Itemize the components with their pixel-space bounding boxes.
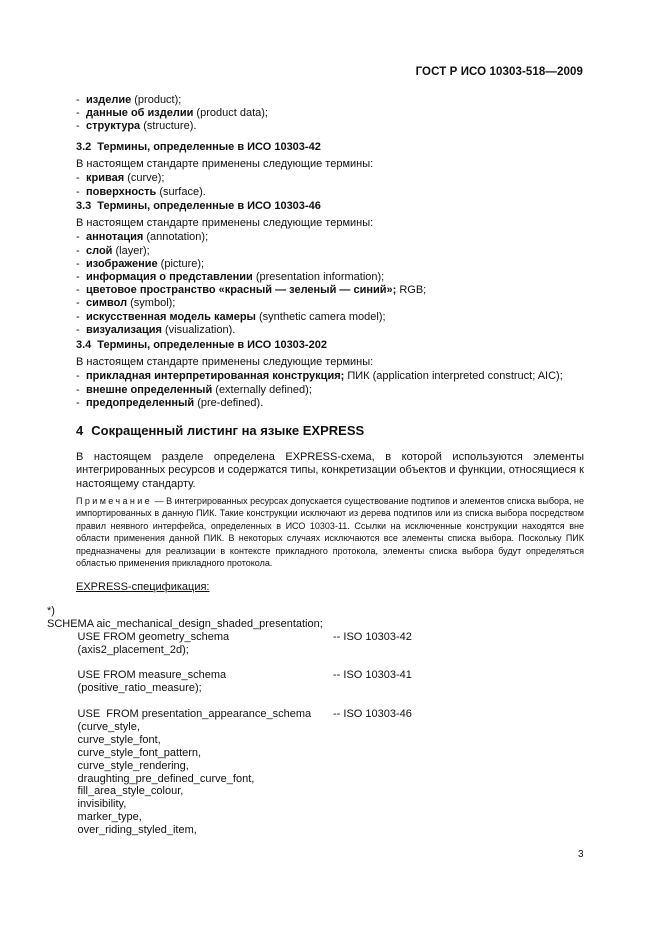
list-item: - изделие (product); bbox=[76, 94, 182, 106]
code-text: USE FROM geometry_schema bbox=[47, 630, 230, 643]
list-item: - символ (symbol); bbox=[76, 297, 176, 310]
section-3-2 bbox=[76, 138, 596, 199]
code-line bbox=[47, 657, 323, 670]
section-heading: 3.2 Термины, определенные в ИСО 10303-42 bbox=[76, 141, 321, 153]
section-4-paragraph: В настоящем разделе определена EXPRESS-схема, в которой используются элементы интегрированных ресурсов и содержатся типы, конкретизации объектов и функции, относящиеся к настоящему стандарту. bbox=[76, 451, 584, 490]
code-text: draughting_pre_defined_curve_font, bbox=[47, 772, 255, 785]
code-line bbox=[47, 605, 323, 618]
code-text: marker_type, bbox=[47, 811, 142, 824]
section-3-4 bbox=[76, 336, 596, 410]
express-code-listing bbox=[47, 605, 412, 837]
code-line bbox=[47, 747, 323, 760]
section-heading: 3.3 Термины, определенные в ИСО 10303-46 bbox=[76, 200, 321, 212]
code-line bbox=[47, 630, 412, 644]
list-top bbox=[76, 94, 596, 134]
code-text: curve_style_rendering, bbox=[47, 759, 189, 772]
list-item: - искусственная модель камеры (synthetic camera model); bbox=[76, 310, 386, 323]
code-line bbox=[47, 734, 323, 747]
express-spec-label: EXPRESS-спецификация: bbox=[76, 581, 210, 593]
code-text: invisibility, bbox=[47, 798, 127, 811]
list-item: - визуализация (visualization). bbox=[76, 323, 236, 336]
list-item: - аннотация (annotation); bbox=[76, 231, 209, 244]
list-item: - поверхность (surface). bbox=[76, 185, 206, 198]
code-line bbox=[47, 798, 323, 811]
code-comment: -- ISO 10303-42 bbox=[333, 630, 412, 643]
section-intro: В настоящем стандарте применены следующие термины: bbox=[76, 158, 374, 171]
note-paragraph: Примечание — В интегрированных ресурсах допускается существование подтипов и элементов списка выбора, не импортированных в данную ПИК. Такие конструкции исключают из дерева подтипов или из списка выбора посредством правил неявного интерфейса, определенных в ИСО 10303-11. Ссылки на исключенные конструкции находятся вне области применения данной ПИК. В некоторых случаях исключаются все элементы списка выбора. Поскольку ПИК предназначены для реализации в контексте прикладного протокола, элементы списка выбора будут определяться областью применения прикладного протокола. bbox=[76, 496, 584, 569]
code-comment: -- ISO 10303-46 bbox=[333, 708, 412, 721]
section-intro: В настоящем стандарте применены следующие термины: bbox=[76, 217, 374, 230]
code-text: (axis2_placement_2d); bbox=[47, 643, 189, 656]
list-item: - кривая (curve); bbox=[76, 172, 165, 185]
page-number: 3 bbox=[578, 849, 584, 860]
code-text: curve_style_font, bbox=[47, 733, 161, 746]
code-line bbox=[47, 618, 323, 631]
code-line bbox=[47, 773, 323, 786]
code-text: (curve_style, bbox=[47, 721, 140, 734]
code-text: *) bbox=[47, 605, 55, 617]
list-item: - данные об изделии (product data); bbox=[76, 107, 268, 120]
list-item: - структура (structure). bbox=[76, 120, 197, 133]
code-line bbox=[47, 824, 323, 837]
code-line bbox=[47, 785, 323, 798]
code-line bbox=[47, 682, 323, 695]
code-text: over_riding_styled_item, bbox=[47, 824, 197, 837]
code-line bbox=[47, 669, 412, 682]
section-heading: 3.4 Термины, определенные в ИСО 10303-202 bbox=[76, 339, 327, 351]
list-item: - цветовое пространство «красный — зеленый — синий»; RGB; bbox=[76, 284, 427, 297]
list-item: - предопределенный (pre-defined). bbox=[76, 396, 264, 409]
list-item: - изображение (picture); bbox=[76, 257, 205, 270]
code-line bbox=[47, 760, 323, 773]
section-intro: В настоящем стандарте применены следующие термины: bbox=[76, 356, 374, 369]
code-text: fill_area_style_colour, bbox=[47, 785, 184, 798]
list-item: - информация о представлении (presentation information); bbox=[76, 271, 385, 284]
code-line bbox=[47, 721, 323, 734]
list-item: - внешне определенный (externally defined); bbox=[76, 383, 312, 396]
code-line bbox=[47, 708, 412, 721]
code-line bbox=[47, 644, 323, 657]
list-item: - слой (layer); bbox=[76, 244, 150, 257]
section-4-heading: 4 Сокращенный листинг на языке EXPRESS bbox=[76, 423, 365, 438]
code-comment: -- ISO 10303-41 bbox=[333, 669, 412, 682]
code-text: USE FROM measure_schema bbox=[47, 669, 227, 682]
code-text: USE FROM presentation_appearance_schema bbox=[47, 708, 312, 721]
standard-header: ГОСТ Р ИСО 10303-518—2009 bbox=[415, 66, 583, 78]
code-text: SCHEMA aic_mechanical_design_shaded_presentation; bbox=[47, 617, 323, 630]
code-text: curve_style_font_pattern, bbox=[47, 746, 202, 759]
code-line bbox=[47, 695, 323, 708]
list-item: - прикладная интерпретированная конструкция; ПИК (application interpreted construct; AIC); bbox=[76, 370, 563, 383]
code-line bbox=[47, 811, 323, 824]
code-text: (positive_ratio_measure); bbox=[47, 682, 202, 695]
section-3-3 bbox=[76, 197, 596, 337]
